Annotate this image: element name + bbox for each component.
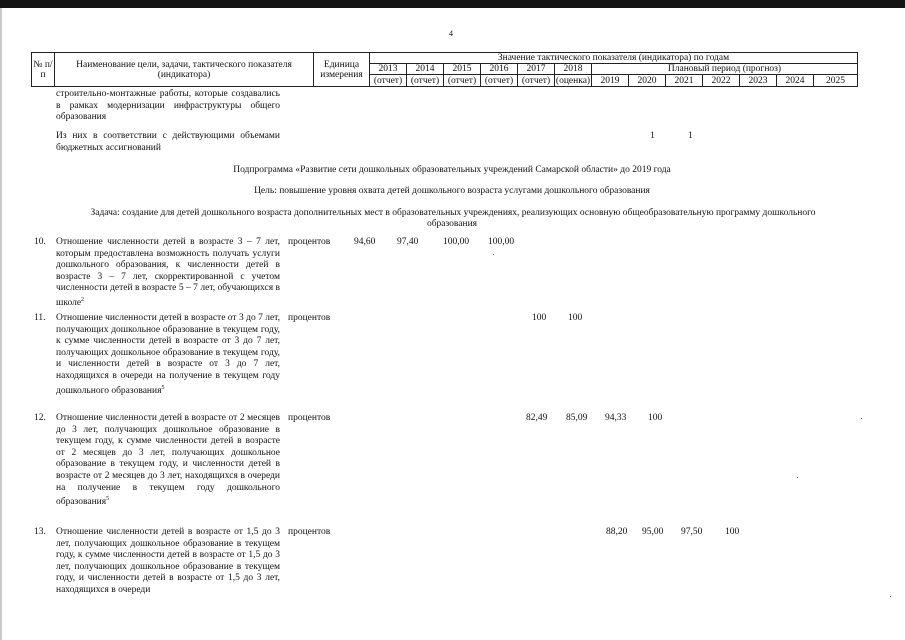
header-col-name: Наименование цели, задачи, тактического показателя (индикатора) <box>55 53 314 87</box>
including-value-2020: 1 <box>650 131 655 141</box>
value-2014: 97,40 <box>397 237 419 247</box>
value-2018: 100 <box>568 313 583 323</box>
table-header <box>31 52 858 87</box>
value-2021: 97,50 <box>681 527 703 537</box>
indicator-unit: процентов <box>288 527 331 537</box>
value-2022: 100 <box>725 527 740 537</box>
header-note-2018: (оценка) <box>555 75 591 86</box>
header-year-2017: 2017 <box>518 64 555 75</box>
including-text: Из них в соответствии с действующими объемами бюджетных ассигнований <box>56 131 280 153</box>
header-plan-2022: 2022 <box>703 75 740 87</box>
indicator-text: Отношение численности детей в возрасте от 2 месяцев до 3 лет, получающих дошкольное образование в текущем году, к сумме численности детей в возрасте от 2 месяцев до 3 лет, получающих дошкольное образование в текущем году, и численности детей в возрасте от 2 месяцев до 3 лет, находящихся в очереди на получение в текущем году дошкольного образования$^5$ <box>56 413 280 508</box>
value-2019: 94,33 <box>605 413 627 423</box>
header-note-2016: (отчет) <box>481 75 518 87</box>
row-number: 12. <box>34 413 46 423</box>
indicator-text: Отношение численности детей в возрасте 3 – 7 лет, которым предоставлена возможность получать услуги дошкольного образования, к численности детей в возрасте 3 – 7 лет, скорректированной с учетом численности детей в возрасте 5 – 7 лет, обучающихся в школе$^2$ <box>56 237 280 309</box>
header-col-values: Значение тактического показателя (индикатора) по годам <box>370 53 858 64</box>
header-plan-2021: 2021 <box>666 75 703 87</box>
value-2020: 100 <box>648 413 663 423</box>
row-number: 11. <box>34 313 46 323</box>
continued-text: строительно-монтажные работы, которые создавались в рамках модернизации инфраструктуры общего образования <box>56 89 280 123</box>
header-col-number: № п/п <box>32 53 55 87</box>
subprogram-title: Подпрограмма «Развитие сети дошкольных образовательных учреждений Самарской области» до 2019 года <box>233 165 671 175</box>
scan-speck <box>861 418 862 419</box>
header-plan-2025: 2025 <box>814 75 858 87</box>
indicator-unit: процентов <box>288 313 331 323</box>
scan-speck <box>890 596 891 597</box>
value-2013: 94,60 <box>354 237 376 247</box>
header-plan-2024: 2024 <box>777 75 814 87</box>
value-2019: 88,20 <box>606 527 628 537</box>
scan-speck <box>493 254 494 255</box>
value-2015: 100,00 <box>443 237 470 247</box>
indicator-unit: процентов <box>288 237 331 247</box>
indicator-unit: процентов <box>288 413 331 423</box>
value-2016: 100,00 <box>488 237 515 247</box>
value-2017: 100 <box>532 313 547 323</box>
value-2017: 82,49 <box>526 413 548 423</box>
header-year-2016: 2016 <box>481 64 518 75</box>
indicator-text: Отношение численности детей в возрасте от 3 до 7 лет, получающих дошкольное образование в текущем году, к сумме численности детей в возрасте от 3 до 7 лет, получающих дошкольное образование в текущем году, и численности детей в возрасте от 3 до 7 лет, находящихся в очереди на получение в текущем году дошкольного образования$^5$ <box>56 313 280 396</box>
header-year-2015: 2015 <box>444 64 481 75</box>
task-text-line2: образования <box>426 219 478 229</box>
value-2020: 95,00 <box>642 527 664 537</box>
header-col-unit: Единица измерения <box>314 53 370 87</box>
header-year-2018: 2018 <box>555 64 592 75</box>
header-plan-period: Плановый период (прогноз) <box>592 64 858 75</box>
row-number: 10. <box>34 237 46 247</box>
scan-speck <box>797 477 798 478</box>
task-text-line1: Задача: создание для детей дошкольного возраста дополнительных мест в образовательных учреждениях, реализующих основную общеобразовательную программу дошкольного <box>90 208 816 218</box>
header-plan-2020: 2020 <box>629 75 666 87</box>
value-2018: 85,09 <box>566 413 588 423</box>
header-year-2014: 2014 <box>407 64 444 75</box>
header-year-2013: 2013 <box>370 64 407 75</box>
header-note-2014: (отчет) <box>407 75 444 87</box>
header-note-2013: (отчет) <box>370 75 407 87</box>
header-note-2017: (отчет) <box>518 75 555 87</box>
indicator-text: Отношение численности детей в возрасте от 1,5 до 3 лет, получающих дошкольное образование в текущем году, к сумме численности детей в возрасте от 1,5 до 3 лет, получающих дошкольное образование в текущем году, и численности детей в возрасте от 1,5 до 3 лет, находящихся в очереди <box>56 527 280 595</box>
header-note-2015: (отчет) <box>444 75 481 87</box>
scan-top-border <box>0 0 905 8</box>
row-number: 13. <box>34 527 46 537</box>
goal-text: Цель: повышение уровня охвата детей дошкольного возраста услугами дошкольного образования <box>254 186 650 196</box>
header-plan-2019: 2019 <box>592 75 629 87</box>
page-number: 4 <box>449 29 453 38</box>
header-plan-2023: 2023 <box>740 75 777 87</box>
including-value-2021: 1 <box>688 131 693 141</box>
scan-left-edge <box>0 8 2 640</box>
